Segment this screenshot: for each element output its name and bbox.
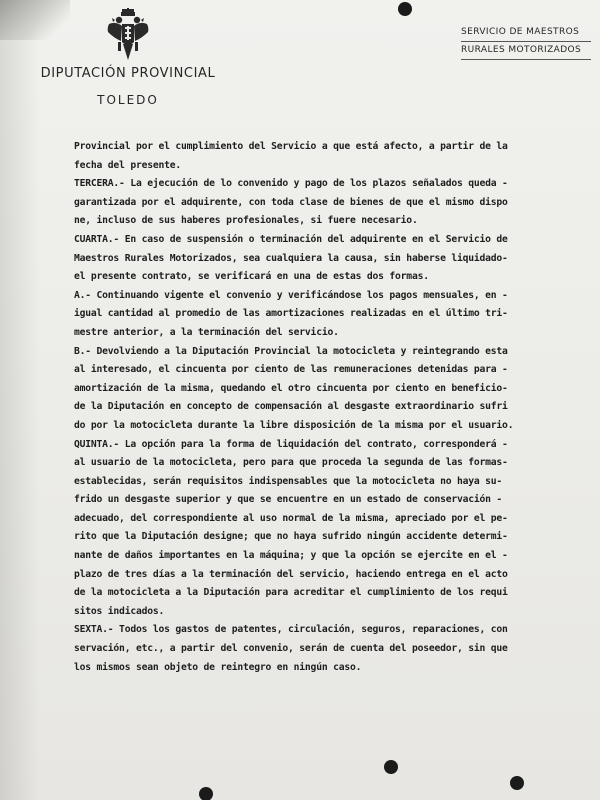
text-line: sitos indicados.: [74, 605, 165, 617]
text-line: los mismos sean objeto de reintegro en ningún caso.: [74, 661, 362, 673]
punch-hole: [384, 760, 398, 774]
text-line: garantizada por el adquirente, con toda clase de bienes de que el mismo dispo: [74, 196, 508, 208]
document-body: [74, 138, 584, 677]
service-header-line: SERVICIO DE MAESTROS: [461, 24, 591, 42]
text-line: de la Diputación en concepto de compensación al desgaste extraordinario sufri: [74, 401, 508, 413]
letterhead: [28, 8, 228, 107]
punch-hole: [398, 2, 412, 16]
text-line: rito que la Diputación designe; que no haya sufrido ningún accidente determi-: [74, 531, 508, 543]
text-line: ne, incluso de sus haberes profesionales, si fuere necesario.: [74, 215, 418, 227]
text-line: servación, etc., a partir del convenio, serán de cuenta del poseedor, sin que: [74, 643, 508, 655]
text-line: TERCERA.- La ejecución de lo convenido y pago de los plazos señalados queda -: [74, 178, 508, 190]
text-line: Provincial por el cumplimiento del Servicio a que está afecto, a partir de la: [74, 141, 508, 152]
text-line: al usuario de la motocicleta, pero para que proceda la segunda de las formas-: [74, 457, 508, 469]
text-line: al interesado, el cincuenta por ciento de las remuneraciones detenidas para -: [74, 364, 508, 376]
page-shadow: [0, 0, 40, 800]
text-line: plazo de tres días a la terminación del servicio, haciendo entrega en el acto: [74, 568, 508, 580]
text-line: CUARTA.- En caso de suspensión o terminación del adquirente en el Servicio de: [74, 233, 508, 245]
text-line: establecidas, serán requisitos indispensables que la motocicleta no haya su-: [74, 475, 503, 487]
text-line: adecuado, del correspondiente al uso normal de la misma, apreciado por el pe-: [74, 512, 508, 524]
text-line: fecha del presente.: [74, 159, 182, 171]
text-line: frido un desgaste superior y que se encuentre en un estado de conservación -: [74, 494, 503, 506]
text-line: el presente contrato, se verificará en una de estas dos formas.: [74, 271, 429, 283]
organization-city: TOLEDO: [97, 93, 159, 107]
text-line: A.- Continuando vigente el convenio y verificándose los pagos mensuales, en -: [74, 289, 508, 301]
text-line: de la motocicleta a la Diputación para acreditar el cumplimiento de los requi: [74, 587, 508, 599]
text-line: mestre anterior, a la terminación del servicio.: [74, 326, 339, 338]
organization-name: DIPUTACIÓN PROVINCIAL: [40, 66, 216, 81]
coat-of-arms-icon: [106, 8, 150, 64]
text-line: Maestros Rurales Motorizados, sea cualquiera la causa, sin haberse liquidado-: [74, 252, 508, 264]
text-line: nante de daños importantes en la máquina; y que la opción se ejercite en el -: [74, 550, 508, 562]
text-line: igual cantidad al promedio de las amortizaciones realizadas en el último tri-: [74, 308, 508, 320]
punch-hole: [199, 787, 213, 800]
text-line: SEXTA.- Todos los gastos de patentes, circulación, seguros, reparaciones, con: [74, 624, 508, 636]
service-header: [461, 24, 591, 60]
text-line: B.- Devolviendo a la Diputación Provincial la motocicleta y reintegrando esta: [74, 345, 508, 357]
text-line: amortización de la misma, quedando el otro cincuenta por ciento en beneficio-: [74, 382, 508, 394]
text-line: do por la motocicleta durante la libre disposición de la misma por el usuario.: [74, 419, 514, 431]
service-header-line: RURALES MOTORIZADOS: [461, 42, 591, 60]
text-line: QUINTA.- La opción para la forma de liquidación del contrato, corresponderá -: [74, 438, 508, 450]
punch-hole: [510, 776, 524, 790]
